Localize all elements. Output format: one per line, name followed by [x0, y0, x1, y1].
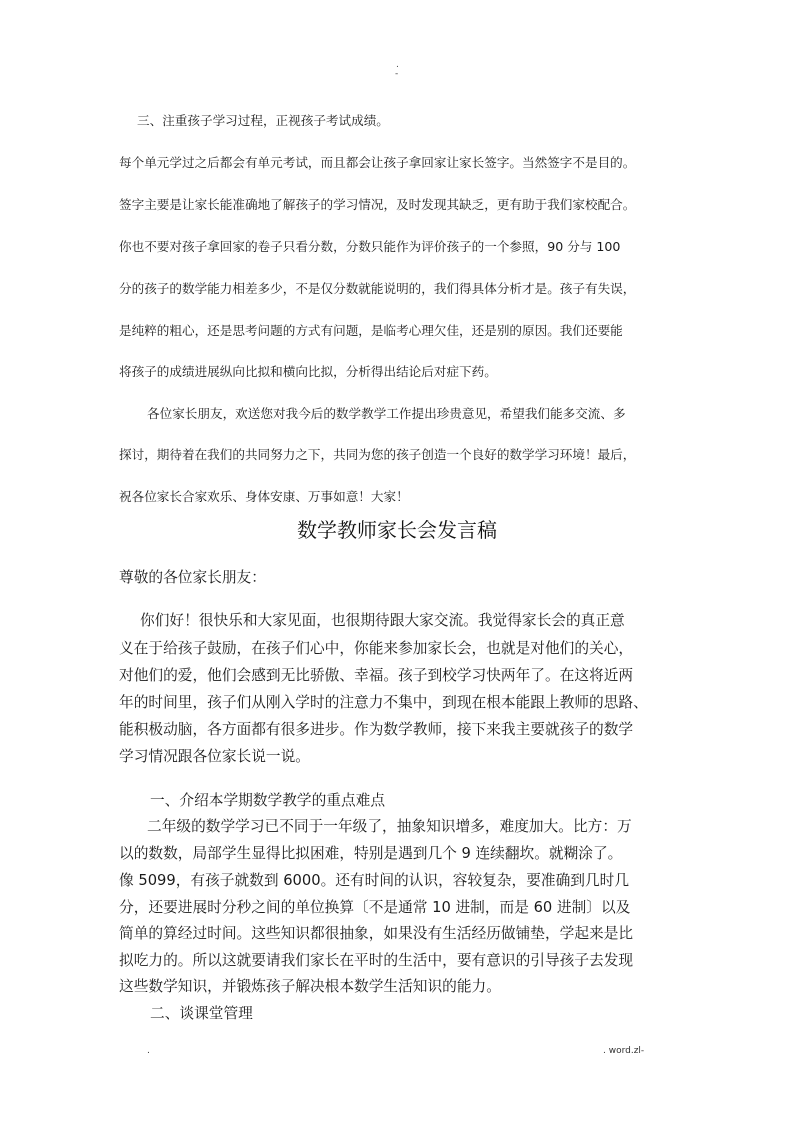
- section-heading-1: 一、介绍本学期数学教学的重点难点: [150, 792, 386, 809]
- footer-left: .: [147, 1046, 150, 1056]
- paragraph-line: 签字主要是让家长能准确地了解孩子的学习情况，及时发现其缺乏，更有助于我们家校配合。: [119, 197, 636, 212]
- document-title: 数学教师家长会发言稿: [297, 518, 497, 542]
- section-heading-3: 三、注重孩子学习过程，正视孩子考试成绩。: [137, 113, 389, 128]
- body-line: 简单的算经过时间。这些知识都很抽象，如果没有生活经历做铺垫，学起来是比: [119, 925, 634, 942]
- body-line: 这些数学知识，并锻炼孩子解决根本数学生活知识的能力。: [119, 978, 501, 995]
- closing-line: 各位家长朋友，欢送您对我今后的数学教学工作提出珍贵意见，希望我们能多交流、多: [147, 406, 626, 421]
- intro-line: 年的时间里，孩子们从刚入学时的注意力不集中，到现在根本能跟上教师的思路、: [119, 694, 648, 711]
- greeting: 尊敬的各位家长朋友：: [119, 569, 266, 586]
- intro-line: 学习情况跟各位家长说一说。: [119, 748, 310, 765]
- intro-line: 对他们的爱，他们会感到无比骄傲、幸福。孩子到校学习快两年了。在这将近两: [119, 667, 634, 684]
- footer-right: . word.zl-: [603, 1046, 645, 1056]
- body-line: 以的数数，局部学生显得比拟困难，特别是遇到几个 9 连续翻坎。就糊涂了。: [119, 845, 623, 862]
- paragraph-line: 分的孩子的数学能力相差多少，不是仅分数就能说明的，我们得具体分析才是。孩子有失误，: [119, 281, 636, 296]
- paragraph-line: 你也不要对孩子拿回家的卷子只看分数，分数只能作为评价孩子的一个参照，90 分与 100: [119, 239, 621, 254]
- body-line: 分，还要进展时分秒之间的单位换算〔不是通常 10 进制，而是 60 进制〕以及: [119, 899, 631, 916]
- intro-line: 义在于给孩子鼓励，在孩子们心中，你能来参加家长会，也就是对他们的关心，: [119, 640, 634, 657]
- intro-line: 能积极动脑，各方面都有很多进步。作为数学教师，接下来我主要就孩子的数学: [119, 721, 634, 738]
- header-dot: .: [396, 60, 399, 70]
- closing-line: 探讨，期待着在我们的共同努力之下，共同为您的孩子创造一个良好的数学学习环境！最后，: [119, 447, 636, 462]
- paragraph-line: 每个单元学过之后都会有单元考试，而且都会让孩子拿回家让家长签字。当然签字不是目的。: [119, 155, 636, 170]
- section-heading-2: 二、谈课堂管理: [150, 1005, 253, 1022]
- intro-line: 你们好！很快乐和大家见面，也很期待跟大家交流。我觉得家长会的真正意: [140, 612, 625, 629]
- body-line: 拟吃力的。所以这就要请我们家长在平时的生活中，要有意识的引导孩子去发现: [119, 952, 634, 969]
- closing-line: 祝各位家长合家欢乐、身体安康、万事如意！大家！: [119, 489, 409, 504]
- paragraph-line: 将孩子的成绩进展纵向比拟和横向比拟，分析得出结论后对症下药。: [119, 364, 497, 379]
- body-line: 二年级的数学学习已不同于一年级了，抽象知识增多，难度加大。比方：万: [147, 818, 632, 835]
- body-line: 像 5099，有孩子就数到 6000。还有时间的认识，容较复杂，要准确到几时几: [119, 872, 630, 889]
- paragraph-line: 是纯粹的粗心，还是思考问题的方式有问题，是临考心理欠佳，还是别的原因。我们还要能: [119, 323, 623, 338]
- header-dash: -: [395, 69, 399, 79]
